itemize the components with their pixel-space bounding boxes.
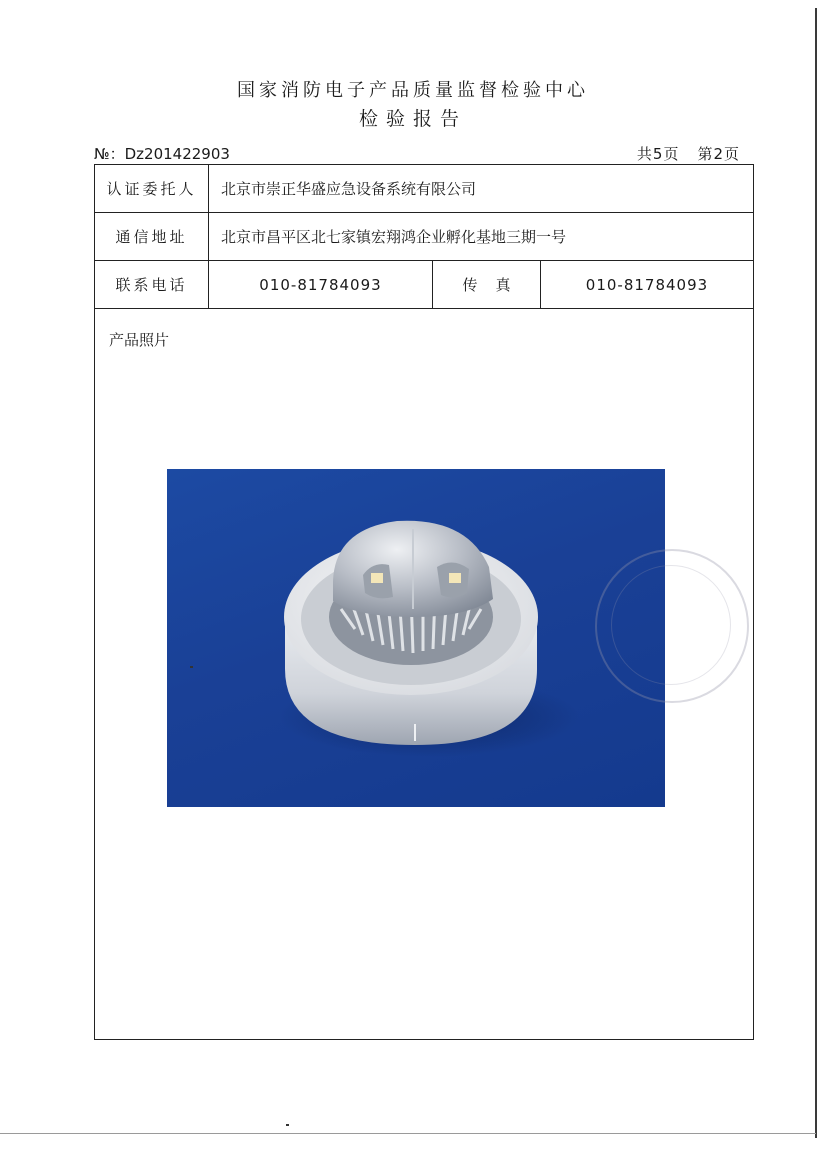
report-form-table [94,164,754,1040]
client-label: 认证委托人 [95,165,209,212]
address-value: 北京市昌平区北七家镇宏翔鸿企业孵化基地三期一号 [221,228,567,246]
fax-label-part2: 真 [495,276,511,294]
phone-value: 010-81784093 [209,261,433,308]
address-row [95,213,753,261]
fax-label [433,261,541,308]
fax-value: 010-81784093 [585,275,709,294]
fax-label-part1: 传 [462,276,478,294]
emergency-light-image [167,469,665,807]
current-page: 第2页 [697,145,740,163]
phone-label: 联系电话 [95,261,209,308]
page-info [637,143,740,164]
client-value: 北京市崇正华盛应急设备系统有限公司 [221,180,477,198]
report-number: №：Dz201422903 [94,145,230,163]
report-title: 检验报告 [358,108,467,130]
scan-speck [190,666,193,668]
contact-row [95,261,753,309]
scan-edge-right [815,8,817,1138]
address-label: 通信地址 [95,213,209,260]
issuer-title: 国家消防电子产品质量监督检验中心 [237,80,589,101]
client-row [95,165,753,213]
product-photo [167,469,665,807]
scan-speck [286,1124,289,1126]
scan-edge-bottom [0,1133,816,1134]
photo-label: 产品照片 [109,331,170,349]
total-pages: 共5页 [636,145,680,163]
